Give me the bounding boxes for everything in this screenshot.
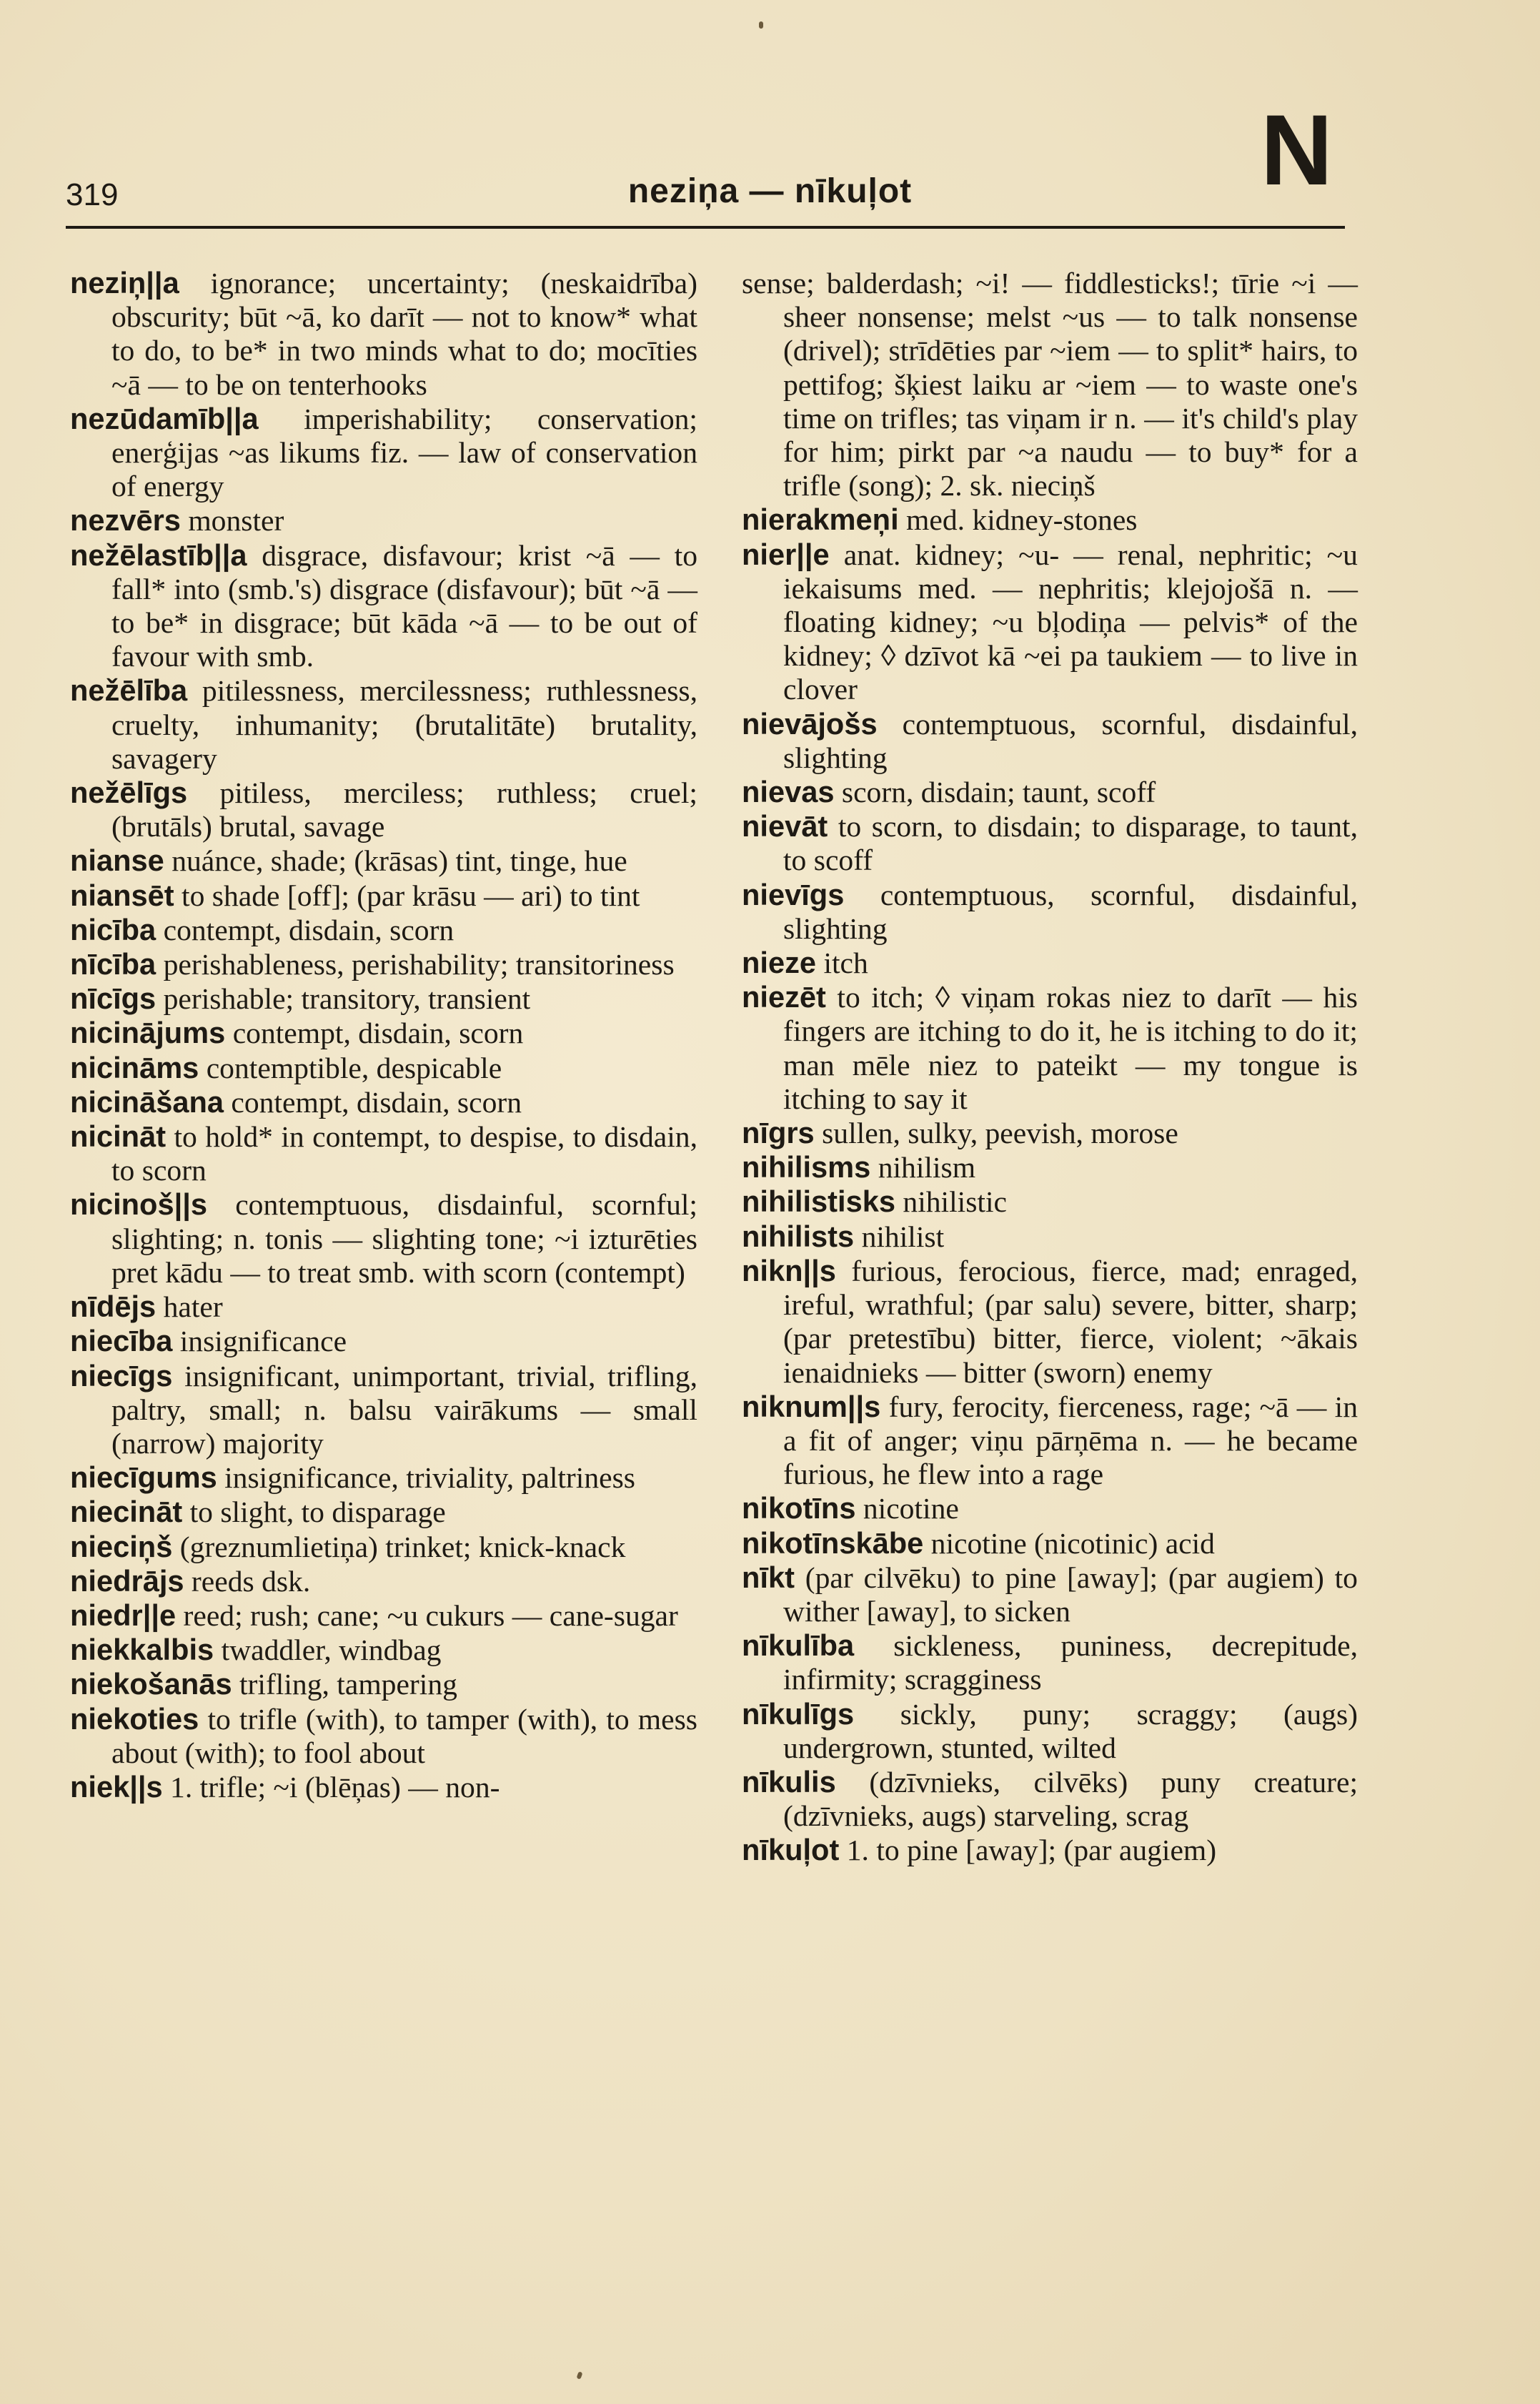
headword: nicināt (70, 1119, 167, 1154)
dictionary-entry (742, 503, 1358, 537)
headword: nīcīgs (70, 981, 157, 1016)
headword: niezēt (742, 980, 826, 1014)
definition: to scorn, to disdain; to disparage, to taunt, to scoff (783, 810, 1358, 877)
definition: sickly, puny; scraggy; (augs) undergrown, stunted, wilted (783, 1697, 1358, 1764)
headword: nicība (70, 912, 157, 946)
headword: nīkulis (742, 1764, 836, 1799)
headword: nicinājums (70, 1016, 226, 1050)
definition: nihilistic (903, 1185, 1007, 1219)
definition: nuánce, shade; (krāsas) tint, tinge, hue (172, 844, 627, 878)
dictionary-entry (742, 1390, 1358, 1492)
definition: disgrace, disfavour; krist ~ā — to fall* into (smb.'s) disgrace (disfavour); būt ~ā — to be* in disgrace; būt kāda ~ā — to be out of favour with smb. (111, 538, 697, 673)
dictionary-entry (70, 1667, 697, 1701)
headword: nievāt (742, 809, 828, 844)
dictionary-entry (70, 1460, 697, 1495)
headword: nikotīns (742, 1491, 856, 1525)
dictionary-entry (742, 946, 1358, 980)
dictionary-entry (70, 1495, 697, 1529)
headword: nikotīnskābe (742, 1525, 924, 1560)
dictionary-entry (742, 1150, 1358, 1184)
headword: nierakmeņi (742, 503, 899, 537)
definition: perishable; transitory, transient (163, 982, 531, 1016)
definition: pitiless, merciless; ruthless; cruel; (brutāls) brutal, savage (111, 776, 697, 844)
headword: nīdējs (70, 1290, 157, 1324)
dictionary-entry (742, 1765, 1358, 1833)
headword: niecīgs (70, 1358, 173, 1393)
headword: niknum||s (742, 1389, 881, 1423)
headword: nievas (742, 775, 835, 809)
definition: nicotine (nicotinic) acid (930, 1526, 1215, 1560)
headword: niek||s (70, 1769, 163, 1804)
running-head: neziņa — nīkuļot (627, 172, 913, 210)
headword: nier||e (742, 537, 830, 571)
definition: pitilessness, mercilessness; ruthlessness, cruelty, inhumanity; (brutalitāte) brutality, savagery (111, 674, 697, 775)
headword: nihilists (742, 1219, 855, 1253)
dictionary-entry (742, 878, 1358, 946)
headword: nievājošs (742, 706, 878, 741)
definition: itch (823, 946, 868, 980)
headword: nikn||s (742, 1253, 836, 1287)
definition: insignificant, unimportant, trivial, trifling, paltry, small; n. balsu vairākums — small (narrow) majority (111, 1359, 697, 1460)
dictionary-entry (70, 879, 697, 913)
definition: contempt, disdain, scorn (231, 1085, 522, 1119)
definition: scorn, disdain; taunt, scoff (841, 776, 1156, 809)
dictionary-entry (742, 1254, 1358, 1390)
dictionary-entry (70, 1016, 697, 1050)
dictionary-entry (742, 266, 1358, 503)
headword: niecīgums (70, 1460, 217, 1495)
headword: nieze (742, 946, 817, 980)
headword: niekoties (70, 1701, 199, 1736)
definition: contemptuous, scornful, disdainful, slighting (783, 878, 1358, 945)
definition: monster (188, 504, 284, 538)
dictionary-entry (742, 538, 1358, 707)
definition: reeds dsk. (191, 1564, 311, 1598)
dictionary-entry (742, 1628, 1358, 1696)
dictionary-entry (70, 538, 697, 674)
headword: niecināt (70, 1495, 183, 1529)
definition: furious, ferocious, fierce, mad; enraged, ireful, wrathful; (par salu) severe, bitter, sharp; (par pretestību) bitter, fierce, violent; ~ākais ienaidnieks — bitter (sworn) enemy (783, 1254, 1358, 1389)
definition: hater (163, 1290, 223, 1324)
dictionary-entry (742, 1220, 1358, 1254)
dictionary-entry (70, 1770, 697, 1804)
definition: insignificance (179, 1325, 347, 1358)
headword: nicināms (70, 1050, 199, 1084)
headword: nihilisms (742, 1150, 871, 1184)
dictionary-entry (70, 1633, 697, 1667)
dictionary-entry (742, 1560, 1358, 1628)
definition: (greznumlietiņa) trinket; knick-knack (179, 1530, 626, 1563)
dictionary-entry (742, 980, 1358, 1116)
headword: nīcība (70, 947, 157, 981)
dictionary-entry (742, 1526, 1358, 1560)
header-rule (66, 226, 1345, 229)
headword: niedr||e (70, 1598, 177, 1632)
definition: nicotine (863, 1492, 959, 1525)
left-column (70, 266, 697, 1804)
headword: niekkalbis (70, 1633, 214, 1667)
headword: nezūdamīb||a (70, 401, 259, 435)
definition: to trifle (with), to tamper (with), to mess about (with); to fool about (111, 1702, 697, 1769)
dictionary-entry (70, 503, 697, 538)
definition: to hold* in contempt, to despise, to disdain, to scorn (111, 1120, 697, 1187)
definition: anat. kidney; ~u- — renal, nephritic; ~u iekaisums med. — nephritis; klejojošā n. — floating kidney; ~u bļodiņa — pelvis* of the kidney; ◊ dzīvot kā ~ei pa taukiem — to live in clover (783, 538, 1358, 706)
definition: reed; rush; cane; ~u cukurs — cane-sugar (183, 1598, 678, 1632)
paper-speck (576, 2371, 582, 2379)
definition: (dzīvnieks, cilvēks) puny creature; (dzīvnieks, augs) starveling, scrag (783, 1765, 1358, 1833)
headword: nīgrs (742, 1116, 815, 1150)
definition: 1. to pine [away]; (par augiem) (846, 1834, 1217, 1867)
right-column (742, 266, 1358, 1868)
dictionary-entry (742, 1116, 1358, 1150)
definition: to shade [off]; (par krāsu — ari) to tint (182, 879, 640, 912)
headword: nīkt (742, 1560, 795, 1594)
headword: nežēlīgs (70, 776, 188, 810)
headword: nianse (70, 844, 164, 878)
definition: sickleness, puniness, decrepitude, infirmity; scragginess (783, 1629, 1358, 1696)
definition: insignificance, triviality, paltriness (224, 1461, 635, 1495)
definition: to itch; ◊ viņam rokas niez to darīt — his fingers are itching to do it, he is itching to do it; man mēle niez to pateikt — my tongue is itching to say it (783, 981, 1358, 1115)
dictionary-entry (70, 913, 697, 947)
dictionary-entry (742, 1697, 1358, 1765)
dictionary-entry (70, 266, 697, 402)
definition: imperishability; conservation; enerģijas ~as likums fiz. — law of conservation of energy (111, 402, 697, 503)
headword: nievīgs (742, 877, 845, 911)
definition: nihilist (861, 1220, 945, 1253)
definition: 1. trifle; ~i (blēņas) — non- (170, 1770, 500, 1804)
dictionary-entry (70, 844, 697, 878)
definition: fury, ferocity, fierceness, rage; ~ā — in a fit of anger; viņu pārņēma n. — he became furious, he flew into a rage (783, 1390, 1358, 1491)
dictionary-entry (70, 1051, 697, 1085)
dictionary-entry (70, 1290, 697, 1324)
definition: contemptuous, scornful, disdainful, slighting (783, 707, 1358, 774)
headword: niansēt (70, 878, 174, 912)
definition: med. kidney-stones (906, 503, 1138, 537)
headword: nīkulīgs (742, 1696, 855, 1731)
dictionary-entry (70, 1324, 697, 1358)
headword: niedrājs (70, 1563, 184, 1598)
dictionary-entry (742, 1491, 1358, 1525)
paper-speck (759, 21, 763, 29)
headword: nezvērs (70, 503, 181, 538)
definition: (par cilvēku) to pine [away]; (par augiem) to wither [away], to sicken (783, 1560, 1358, 1628)
definition: contempt, disdain, scorn (163, 913, 454, 946)
definition: trifling, tampering (239, 1668, 457, 1701)
definition: to slight, to disparage (189, 1495, 446, 1529)
headword: nieciņš (70, 1529, 173, 1563)
dictionary-entry (70, 1359, 697, 1461)
headword: nicināšana (70, 1084, 224, 1119)
dictionary-entry (70, 1564, 697, 1598)
dictionary-entry (70, 1598, 697, 1633)
dictionary-entry (70, 673, 697, 776)
section-letter: N (1260, 94, 1333, 206)
dictionary-entry (742, 1833, 1358, 1867)
dictionary-entry (70, 1085, 697, 1119)
dictionary-entry (742, 707, 1358, 775)
headword: nicinoš||s (70, 1187, 208, 1222)
dictionary-entry (70, 1187, 697, 1290)
definition: contemptuous, disdainful, scornful; slighting; n. tonis — slighting tone; ~i izturēties pret kādu — to treat smb. with scorn (contempt) (111, 1188, 697, 1289)
page-number: 319 (66, 177, 119, 212)
headword: nihilistisks (742, 1184, 895, 1219)
definition: perishableness, perishability; transitoriness (163, 948, 675, 981)
definition: ignorance; uncertainty; (neskaidrība) obscurity; būt ~ā, ko darīt — not to know* what to do, to be* in two minds what to do; mocīties ~ā — to be on tenterhooks (111, 267, 697, 401)
dictionary-entry (70, 1119, 697, 1187)
headword: nežēlība (70, 673, 188, 708)
headword: neziņ||a (70, 266, 179, 300)
headword: niecība (70, 1324, 173, 1358)
headword: nīkuļot (742, 1833, 840, 1867)
dictionary-entry (70, 981, 697, 1016)
dictionary-entry (742, 775, 1358, 809)
headword: nīkulība (742, 1628, 855, 1663)
dictionary-entry (70, 1530, 697, 1564)
dictionary-entry (742, 1184, 1358, 1219)
definition: contempt, disdain, scorn (232, 1016, 524, 1050)
dictionary-entry (70, 1702, 697, 1770)
definition: sullen, sulky, peevish, morose (822, 1117, 1178, 1150)
definition: sense; balderdash; ~i! — fiddlesticks!; tīrie ~i — sheer nonsense; melst ~us — to talk nonsense (drivel); strīdēties par ~iem — to split* hairs, to pettifog; šķiest laiku ar ~iem — to waste one's time on trifles; tas viņam ir n. — it's child's play for him; pirkt par ~a naudu — to buy* for a trifle (song); 2. sk. nieciņš (742, 267, 1358, 503)
dictionary-entry (70, 776, 697, 844)
dictionary-entry (742, 809, 1358, 877)
definition: nihilism (878, 1151, 976, 1184)
dictionary-entry (70, 402, 697, 504)
dictionary-entry (70, 947, 697, 981)
headword: nežēlastīb||a (70, 538, 247, 572)
headword: niekošanās (70, 1667, 232, 1701)
definition: twaddler, windbag (221, 1633, 442, 1667)
definition: contemptible, despicable (206, 1051, 502, 1084)
